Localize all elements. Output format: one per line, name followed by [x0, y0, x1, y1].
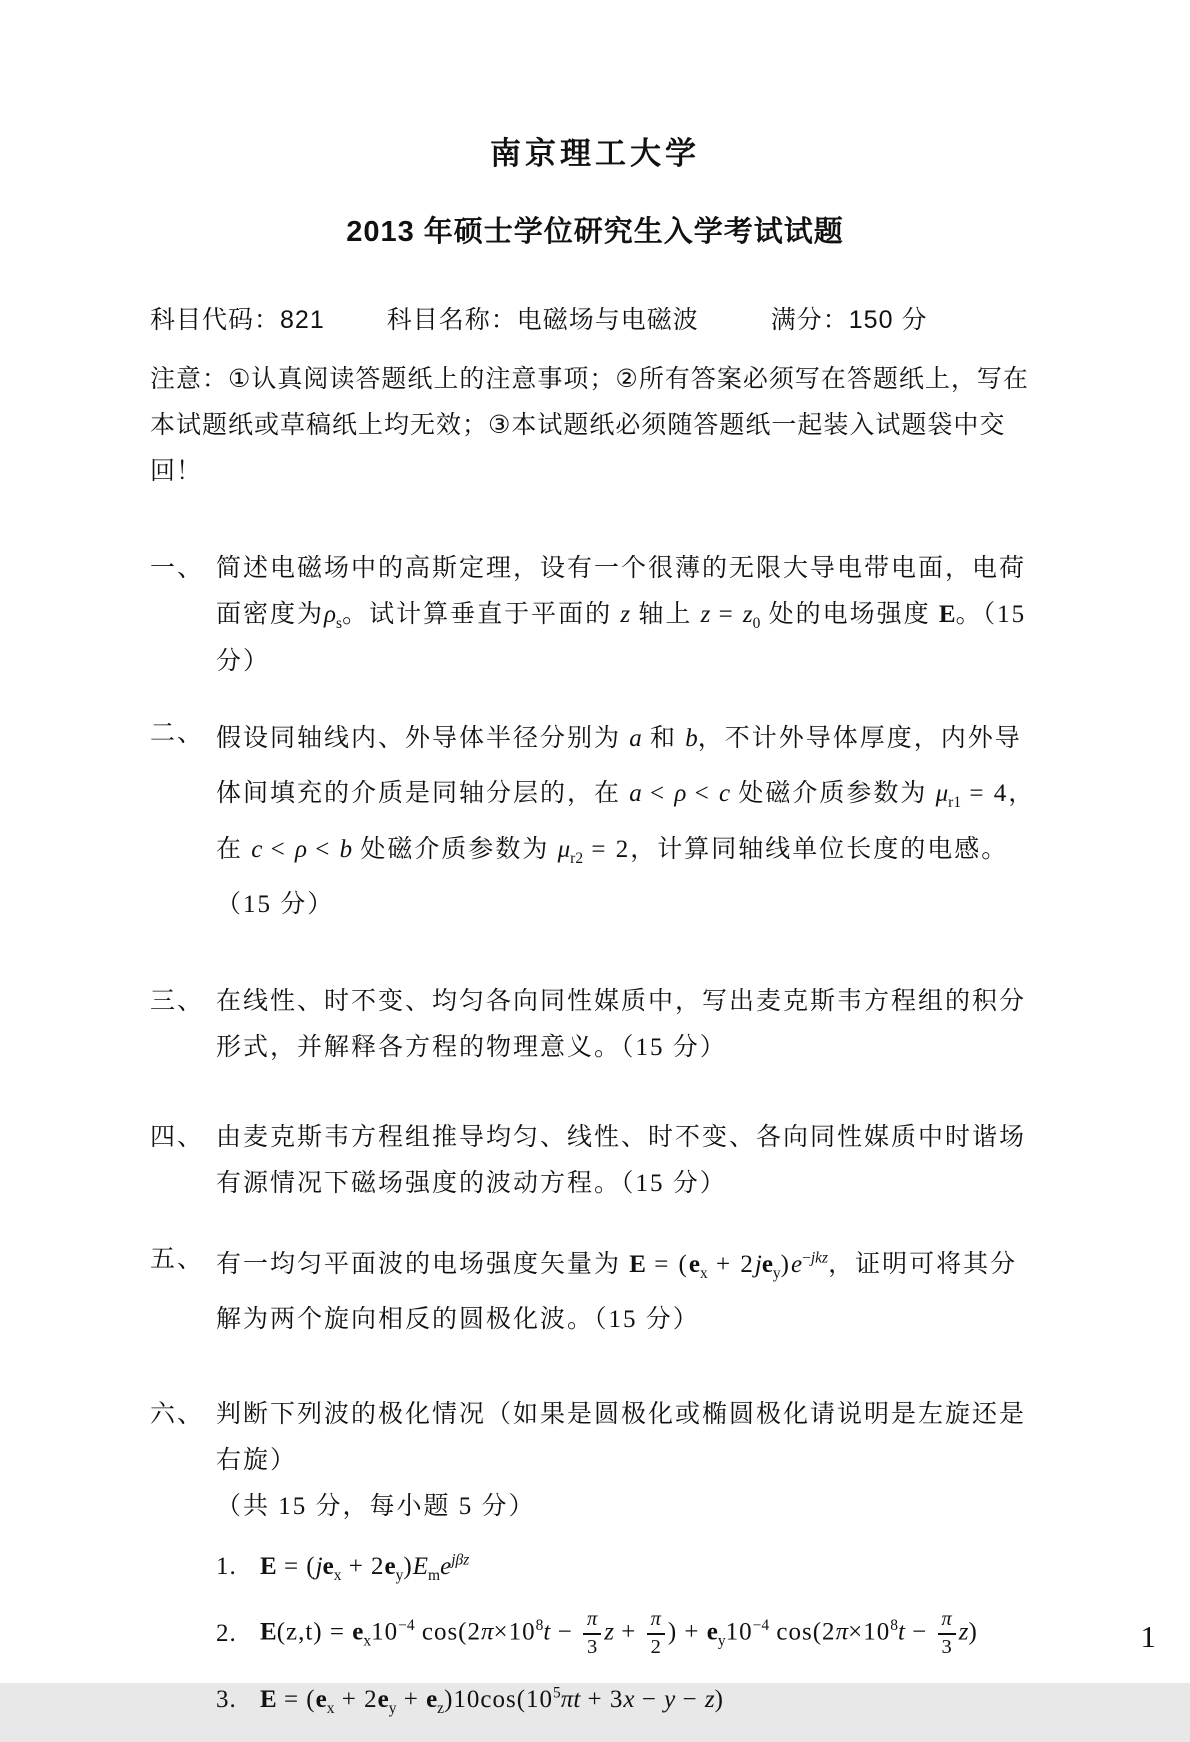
question-6	[150, 1392, 1040, 1742]
question-5-text: 有一均匀平面波的电场强度矢量为 $E = (e_x + 2je_y)e^{-jkz}$，证明可将其分解为两个旋向相反的圆极化波。（15 分）	[216, 1249, 1018, 1334]
item-1-number: 1.	[216, 1552, 237, 1580]
question-1-text: 简述电磁场中的高斯定理，设有一个很薄的无限大导电带电面，电荷面密度为$\rho_s$。试计算垂直于平面的 z 轴上 $z = z_0$ 处的电场强度 E。（15 分）	[216, 555, 1027, 675]
item-3-formula: $E = (e_x + 2e_y + e_z)10\cos(10^5\pi t + 3x - y - z)$	[260, 1684, 724, 1718]
subject-meta	[150, 300, 1040, 336]
question-3	[150, 979, 1040, 1071]
question-6-score-note: （共 15 分，每小题 5 分）	[216, 1492, 536, 1520]
university-title: 南京理工大学	[490, 136, 700, 171]
subject-name	[387, 300, 699, 336]
question-6-number: 六、	[150, 1400, 205, 1428]
page-number: 1	[1140, 1619, 1156, 1654]
exam-title: 2013 年硕士学位研究生入学考试试题	[346, 216, 844, 248]
question-2-text: 假设同轴线内、外导体半径分别为 a 和 b，不计外导体厚度，内外导体间填充的介质是同轴分层的，在 a < ρ < c 处磁介质参数为 $\mu_{r1} = 4$， 在 c < ρ < b 处磁介质参数为 $\mu_{r2} = 2$，计算同轴线单位长度的电感。（15 分）	[216, 724, 1036, 919]
item-1-formula: $E = (je_x + 2e_y)E_me^{j\beta z}$	[260, 1551, 470, 1584]
question-3-text: 在线性、时不变、均匀各向同性媒质中，写出麦克斯韦方程组的积分形式，并解释各方程的物理意义。（15 分）	[216, 987, 1027, 1061]
question-1	[150, 546, 1040, 685]
question-5-number: 五、	[150, 1245, 205, 1273]
subject-name-label: 科目名称：	[386, 306, 517, 334]
question-1-number: 一、	[150, 555, 205, 582]
subject-code-label: 科目代码：	[150, 306, 281, 334]
question-6-items	[216, 1544, 1040, 1724]
question-6-item-3	[216, 1677, 1040, 1724]
question-4-number: 四、	[150, 1123, 205, 1151]
question-2	[150, 711, 1040, 933]
question-4	[150, 1115, 1040, 1207]
total-score-value: 150 分	[848, 306, 928, 334]
question-6-text: 判断下列波的极化情况（如果是圆极化或椭圆极化请说明是左旋还是右旋）	[216, 1400, 1027, 1474]
total-score	[771, 300, 928, 336]
total-score-label: 满分：	[770, 306, 849, 334]
item-2-number: 2.	[216, 1619, 237, 1647]
subject-name-value: 电磁场与电磁波	[516, 306, 699, 334]
question-4-text: 由麦克斯韦方程组推导均匀、线性、时不变、各向同性媒质中时谐场有源情况下磁场强度的波动方程。（15 分）	[216, 1123, 1027, 1197]
subject-code	[150, 300, 325, 336]
item-3-number: 3.	[216, 1686, 237, 1714]
notice-text: 注意：①认真阅读答题纸上的注意事项；②所有答案必须写在答题纸上，写在本试题纸或草稿纸上均无效；③本试题纸必须随答题纸一起装入试题袋中交回！	[150, 365, 1029, 485]
question-6-item-1	[216, 1544, 1040, 1591]
question-2-number: 二、	[150, 719, 205, 747]
question-3-number: 三、	[150, 987, 205, 1015]
subject-code-value: 821	[280, 306, 325, 334]
question-6-item-2	[216, 1608, 1040, 1659]
question-5	[150, 1237, 1040, 1348]
item-2-formula: $E(z,t) = e_x10^{-4}$ $\cos(2\pi\times 10^8t$ − $\frac{\pi}{3}$ z + $\frac{\pi}{2}$ ) + $e_y10^{-4}$ $\cos(2\pi\times 10^8t$ − $\frac{\pi}{3}$ z)	[260, 1608, 978, 1658]
